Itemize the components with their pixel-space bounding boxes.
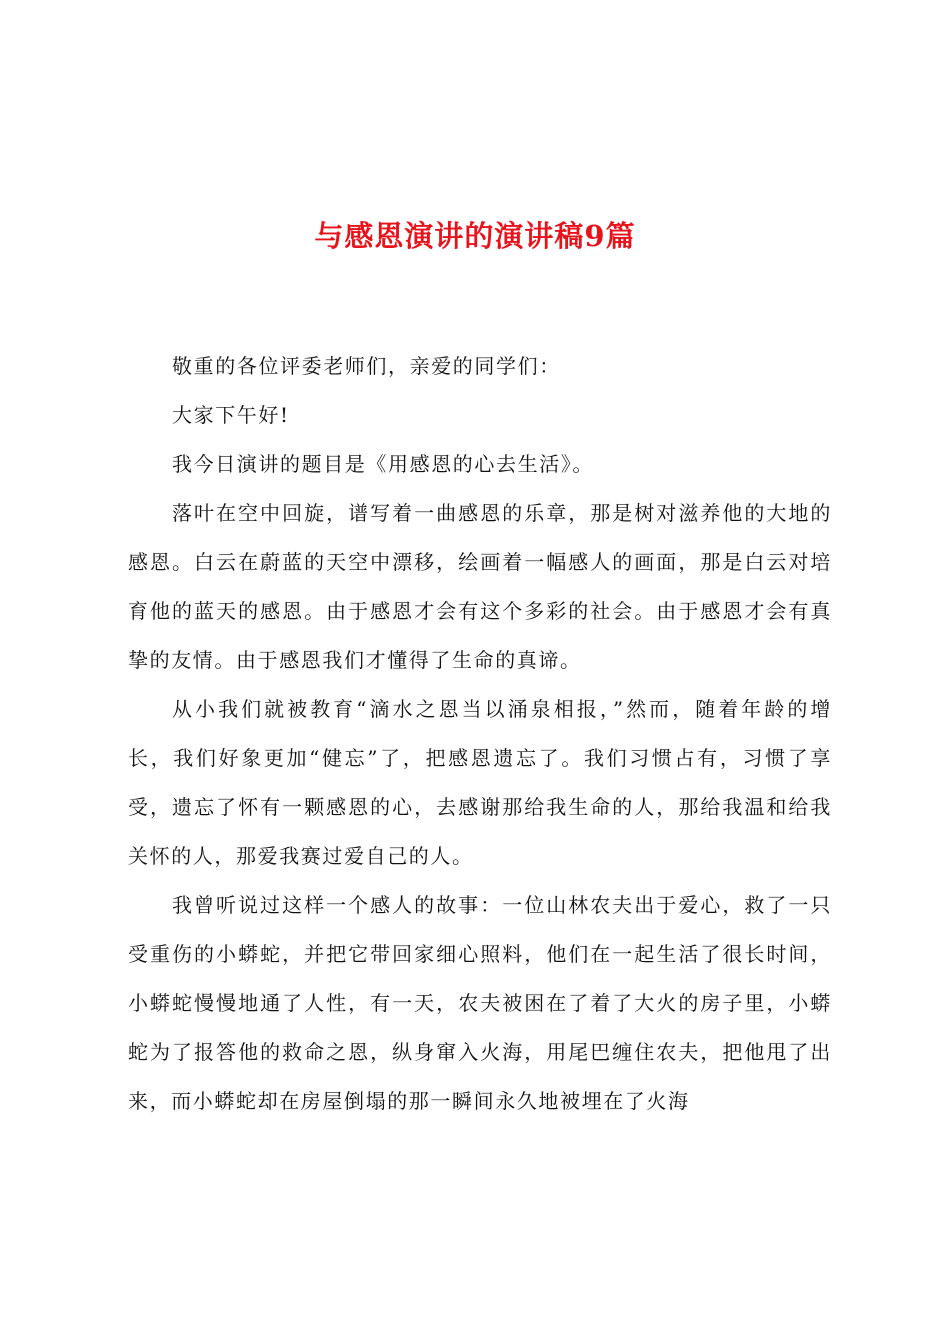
body-paragraph: 我曾听说过这样一个感人的故事：一位山林农夫出于爱心，救了一只受重伤的小蟒蛇，并把它带回家细心照料，他们在一起生活了很长时间，小蟒蛇慢慢地通了人性，有一天，农夫被困在了着了大火的房子里，小蟒蛇为了报答他的救命之恩，纵身窜入火海，用尾巴缠住农夫，把他甩了出来，而小蟒蛇却在房屋倒塌的那一瞬间永久地被埋在了火海 xyxy=(128,893,832,1113)
topic-paragraph: 我今日演讲的题目是《用感恩的心去生活》。 xyxy=(172,452,594,476)
body-paragraph: 落叶在空中回旋，谱写着一曲感恩的乐章，那是树对滋养他的大地的感恩。白云在蔚蓝的天空中漂移，绘画着一幅感人的画面，那是白云对培育他的蓝天的感恩。由于感恩才会有这个多彩的社会。由于感恩才会有真挚的友情。由于感恩我们才懂得了生命的真谛。 xyxy=(128,501,832,672)
greeting-paragraph: 大家下午好! xyxy=(172,403,290,427)
body-paragraph: 从小我们就被教育“滴水之恩当以涌泉相报，”然而，随着年龄的增长，我们好象更加“健忘”了，把感恩遗忘了。我们习惯占有，习惯了享受，遗忘了怀有一颗感恩的心，去感谢那给我生命的人，那给我温和给我关怀的人，那爱我赛过爱自己的人。 xyxy=(128,697,832,868)
salutation-paragraph: 敬重的各位评委老师们，亲爱的同学们： xyxy=(172,354,561,378)
document-title: 与感恩演讲的演讲稿9篇 xyxy=(314,219,636,253)
document-body xyxy=(128,342,832,1126)
